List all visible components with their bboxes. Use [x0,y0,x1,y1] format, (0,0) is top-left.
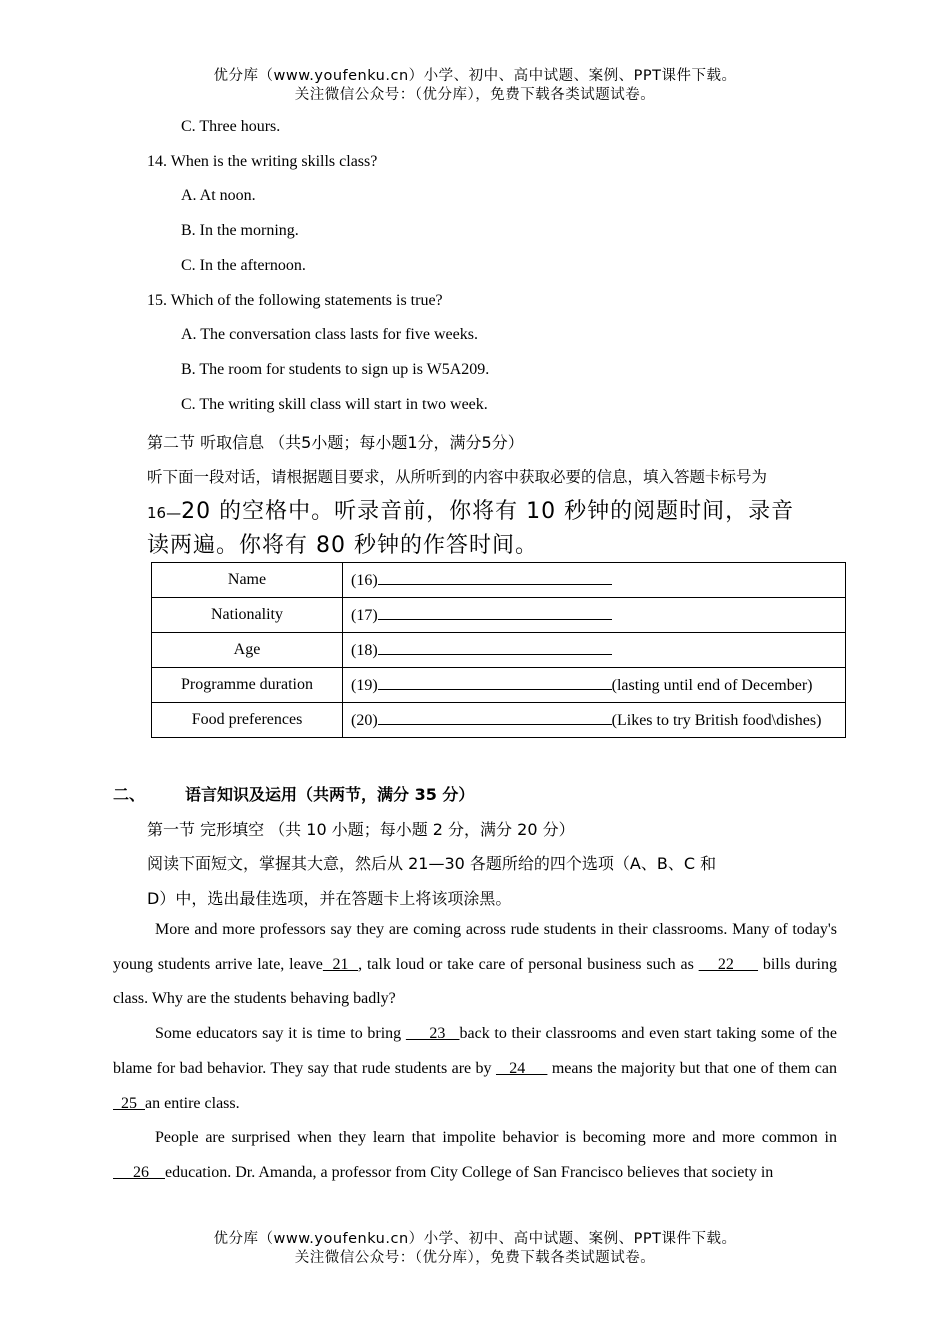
form-label: Name [152,563,343,598]
section2-instruction-3: 读两遍。你将有 80 秒钟的作答时间。 [147,533,538,558]
answer-form-table [151,562,846,738]
q13-option-c: C. Three hours. [181,118,281,135]
header-line-1: 优分库（www.youfenku.cn）小学、初中、高中试题、案例、PPT课件下载。 [213,68,737,84]
footer-line-2: 关注微信公众号：（优分库），免费下载各类试题试卷。 [294,1250,656,1266]
table-row [152,563,846,598]
form-field[interactable] [343,668,846,703]
footer-line-1: 优分库（www.youfenku.cn）小学、初中、高中试题、案例、PPT课件下载。 [213,1231,737,1247]
passage-text: , talk loud or take care of personal business such as [358,955,699,973]
passage-text: means the majority but that one of them can [547,1059,837,1077]
form-suffix: (Likes to try British food\dishes) [611,712,822,729]
table-row [152,703,846,738]
instruction-range: 16— [147,504,182,522]
section2-instruction-1: 听下面一段对话，请根据题目要求，从所听到的内容中获取必要的信息，填入答题卡标号为 [147,468,768,486]
q15-stem: 15. Which of the following statements is true? [147,292,443,309]
form-number: (20) [351,712,378,729]
answer-blank[interactable] [378,675,612,690]
part2-number: 二、 [113,785,146,804]
blank-26: 26 [113,1163,165,1181]
blank-24: 24 [495,1059,548,1077]
passage-paragraph-3 [113,1121,837,1190]
section2-title: 第二节 听取信息 （共5小题；每小题1分，满分5分） [147,433,524,452]
form-number: (18) [351,642,378,659]
table-row [152,633,846,668]
form-number: (19) [351,677,378,694]
q15-option-a: A. The conversation class lasts for five weeks. [181,326,478,343]
q14-option-a: A. At noon. [181,187,256,204]
blank-23: 23 [405,1025,460,1043]
answer-blank[interactable] [378,605,612,620]
table-row [152,598,846,633]
passage-text: bills during class. Why are the students behaving badly? [113,955,838,1008]
part2-title [113,782,474,805]
blank-22: 22 [698,955,759,973]
form-label: Age [152,633,343,668]
form-field[interactable] [343,633,846,668]
passage-paragraph-2 [113,1017,837,1121]
form-field[interactable] [343,598,846,633]
section2-instruction-2 [147,494,794,525]
q15-option-c: C. The writing skill class will start in two week. [181,396,488,413]
q15-option-b: B. The room for students to sign up is W5A209. [181,361,490,378]
q14-stem: 14. When is the writing skills class? [147,153,378,170]
answer-blank[interactable] [378,710,612,725]
blank-21: 21 [322,955,359,973]
passage-text: back to their classrooms and even start taking some of the blame for bad behavior. They say that rude students are by [113,1025,838,1077]
table-row [152,668,846,703]
form-number: (17) [351,607,378,624]
form-label: Programme duration [152,668,343,703]
q14-option-b: B. In the morning. [181,222,299,239]
q14-option-c: C. In the afternoon. [181,257,306,274]
answer-blank[interactable] [378,640,612,655]
passage-text: People are surprised when they learn that impolite behavior is becoming more and more common in [155,1129,837,1147]
passage-text: More and more professors say they are coming across rude students in their classrooms. Many of today's young students arrive late, leave [113,921,837,973]
header-line-2: 关注微信公众号：（优分库），免费下载各类试题试卷。 [294,87,656,103]
blank-25: 25 [113,1094,145,1112]
form-label: Food preferences [152,703,343,738]
cloze-instruction-1: 阅读下面短文，掌握其大意，然后从 21—30 各题所给的四个选项（A、B、C 和 [147,854,717,873]
cloze-passage [113,913,837,1191]
form-number: (16) [351,572,378,589]
cloze-instruction-2: D）中，选出最佳选项，并在答题卡上将该项涂黑。 [147,889,512,908]
form-suffix: (lasting until end of December) [611,677,813,694]
answer-blank[interactable] [378,570,612,585]
passage-paragraph-1 [113,913,837,1017]
part2-heading: 语言知识及运用（共两节，满分 35 分） [185,785,475,804]
cloze-section-title: 第一节 完形填空 （共 10 小题；每小题 2 分，满分 20 分） [147,820,575,839]
form-label: Nationality [152,598,343,633]
passage-text: an entire class. [145,1094,240,1112]
passage-text: education. Dr. Amanda, a professor from City College of San Francisco believes that society in [165,1163,774,1181]
form-field[interactable] [343,703,846,738]
form-field[interactable] [343,563,846,598]
instruction-text: 20 的空格中。听录音前，你将有 10 秒钟的阅题时间，录音 [181,499,795,524]
passage-text: Some educators say it is time to bring [155,1025,406,1043]
